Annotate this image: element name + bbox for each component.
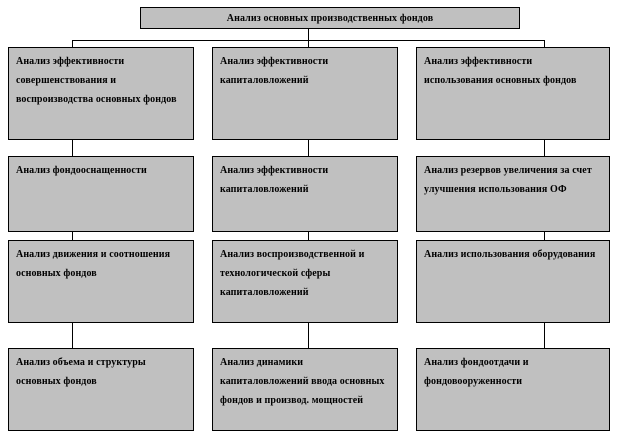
- node-col1-row2: Анализ фондооснащенности: [8, 156, 194, 232]
- connector-title-down: [308, 28, 309, 47]
- connector-col1-r2-r3: [72, 232, 73, 240]
- connector-to-col1: [72, 40, 73, 47]
- connector-col1-r3-r4: [72, 323, 73, 348]
- node-col1-row3: Анализ движения и соотношения основных фондов: [8, 240, 194, 323]
- node-col3-row4: Анализ фондоотдачи и фондовооруженности: [416, 348, 610, 431]
- node-col2-row1: Анализ эффективности капиталовложений: [212, 47, 398, 140]
- node-col3-row1: Анализ эффективности использования основных фондов: [416, 47, 610, 140]
- node-col2-row4: Анализ динамики капиталовложений ввода основных фондов и производ. мощностей: [212, 348, 398, 431]
- connector-col3-r3-r4: [544, 323, 545, 348]
- connector-col2-r3-r4: [308, 323, 309, 348]
- connector-col1-r1-r2: [72, 140, 73, 156]
- node-col2-row2: Анализ эффективности капиталовложений: [212, 156, 398, 232]
- connector-col3-r1-r2: [544, 140, 545, 156]
- node-col1-row4: Анализ объема и структуры основных фондов: [8, 348, 194, 431]
- node-col1-row1: Анализ эффективности совершенствования и воспроизводства основных фондов: [8, 47, 194, 140]
- connector-col3-r2-r3: [544, 232, 545, 240]
- connector-col2-r1-r2: [308, 140, 309, 156]
- connector-to-col3: [544, 40, 545, 47]
- diagram-title-box: Анализ основных производственных фондов: [140, 7, 520, 29]
- connector-top-horizontal: [72, 40, 544, 41]
- connector-col2-r2-r3: [308, 232, 309, 240]
- node-col3-row3: Анализ использования оборудования: [416, 240, 610, 323]
- node-col2-row3: Анализ воспроизводственной и технологической сферы капиталовложений: [212, 240, 398, 323]
- node-col3-row2: Анализ резервов увеличения за счет улучшения использования ОФ: [416, 156, 610, 232]
